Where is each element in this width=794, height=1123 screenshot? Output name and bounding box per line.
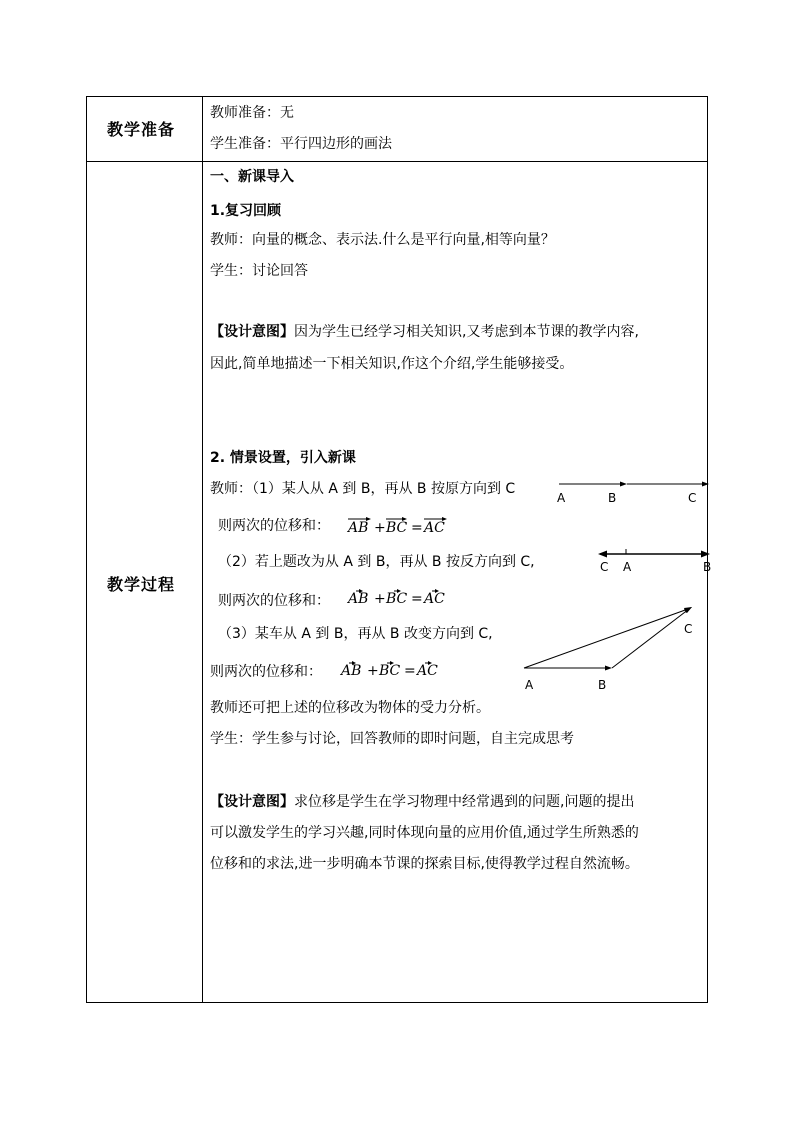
diagram3-point-a: A	[525, 678, 534, 692]
teacher-question: 教师：向量的概念、表示法.什么是平行向量,相等向量？	[210, 232, 555, 248]
formula2-bc: BC	[386, 591, 408, 607]
design-intent-tag: 【设计意图】	[210, 324, 294, 340]
formula1-ac: AC	[424, 520, 445, 536]
diagram2-point-a: A	[623, 560, 632, 574]
formula3-ac: AC	[417, 663, 438, 679]
diagram-triangle	[520, 603, 700, 675]
design-intent-2-tag: 【设计意图】	[210, 794, 294, 810]
diagram2-point-c: C	[600, 560, 609, 574]
diagram2-point-b: B	[703, 560, 712, 574]
subheading-scenario: 2. 情景设置，引入新课	[210, 450, 356, 466]
formula3-equals: =	[404, 663, 416, 679]
student-note: 学生：学生参与讨论，回答教师的即时问题，自主完成思考	[210, 731, 574, 747]
case1-text: 教师：（1）某人从 A 到 B，再从 B 按原方向到 C	[210, 481, 516, 497]
formula2-ab: AB	[348, 591, 369, 607]
formula2-plus: +	[374, 591, 386, 607]
design-intent-1-line2: 因此,简单地描述一下相关知识,作这个介绍,学生能够接受。	[210, 356, 574, 372]
diagram1-point-c: C	[688, 491, 697, 505]
student-answer: 学生：讨论回答	[210, 263, 308, 279]
formula-case1	[348, 516, 458, 538]
case1-sum-label: 则两次的位移和：	[218, 518, 330, 534]
label-teaching-process: 教学过程	[107, 575, 176, 594]
case2-text: （2）若上题改为从 A 到 B，再从 B 按反方向到 C,	[218, 554, 535, 570]
case3-sum-label: 则两次的位移和：	[210, 664, 322, 680]
table-row-divider	[86, 161, 708, 162]
formula1-equals: =	[411, 520, 423, 536]
label-teaching-prep: 教学准备	[107, 120, 176, 139]
diagram-reverse-direction	[598, 546, 713, 566]
formula-case2	[348, 587, 458, 609]
formula1-plus: +	[374, 520, 386, 536]
case3-text: （3）某车从 A 到 B，再从 B 改变方向到 C,	[218, 626, 493, 642]
design-intent-2-text: 求位移是学生在学习物理中经常遇到的问题,问题的提出	[294, 794, 635, 810]
formula1-ab: AB	[348, 520, 369, 536]
formula-case3	[341, 659, 451, 681]
section-heading-intro: 一、新课导入	[210, 169, 294, 185]
formula3-bc: BC	[379, 663, 401, 679]
design-intent-1-line1	[210, 323, 639, 341]
subheading-review: 1.复习回顾	[210, 203, 282, 219]
diagram3-point-b: B	[598, 678, 607, 692]
design-intent-text: 因为学生已经学习相关知识,又考虑到本节课的教学内容,	[294, 324, 639, 340]
student-prep-text: 学生准备：平行四边形的画法	[210, 136, 392, 152]
formula2-equals: =	[411, 591, 423, 607]
teacher-note: 教师还可把上述的位移改为物体的受力分析。	[210, 700, 490, 716]
formula1-bc: BC	[386, 520, 408, 536]
diagram1-point-a: A	[557, 491, 566, 505]
teacher-prep-text: 教师准备：无	[210, 105, 294, 121]
formula2-ac: AC	[424, 591, 445, 607]
formula3-plus: +	[367, 663, 379, 679]
diagram1-point-b: B	[608, 491, 617, 505]
design-intent-2-line3: 位移和的求法,进一步明确本节课的探索目标,使得教学过程自然流畅。	[210, 856, 639, 872]
case2-sum-label: 则两次的位移和：	[218, 593, 330, 609]
diagram3-point-c: C	[684, 622, 693, 636]
design-intent-2-line2: 可以激发学生的学习兴趣,同时体现向量的应用价值,通过学生所熟悉的	[210, 825, 639, 841]
table-column-divider	[202, 96, 203, 1003]
design-intent-2-line1	[210, 793, 634, 811]
formula3-ab: AB	[341, 663, 362, 679]
